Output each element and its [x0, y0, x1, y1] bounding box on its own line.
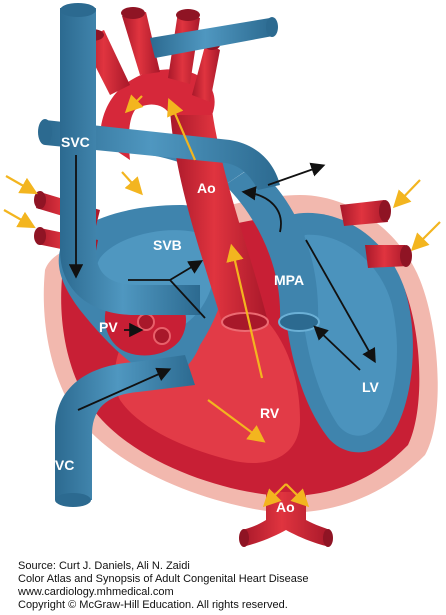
carotid-end: [121, 7, 145, 19]
credit-source: Source: Curt J. Daniels, Ali N. Zaidi: [18, 560, 190, 572]
subclavian-end: [176, 9, 200, 21]
label-ivc: IVC: [51, 457, 75, 473]
flow-arrow-rpv-lower: [414, 222, 440, 248]
inferior-vena-cava-end: [55, 493, 91, 507]
label-aorta-upper: Ao: [197, 180, 216, 196]
label-aorta-lower: Ao: [276, 499, 295, 515]
descending-aorta-end-right: [323, 529, 333, 547]
flow-arrow-lpv-upper: [6, 176, 34, 192]
right-pulmonary-vein-lower-end: [400, 245, 412, 267]
flow-arrow-rpv-upper: [396, 180, 420, 205]
pulmonary-artery-right-end: [38, 119, 52, 145]
label-svb: SVB: [153, 237, 182, 253]
flow-arrow-lpv-lower: [4, 210, 32, 226]
right-pulmonary-vein-upper-end: [379, 200, 391, 222]
credits-block: [18, 560, 438, 612]
left-pulmonary-vein-upper-end: [34, 191, 46, 209]
left-subclavian-branch: [192, 42, 220, 102]
innominate-vein-end: [266, 17, 278, 37]
pulmonary-valve: [279, 313, 319, 331]
pulmonary-vein-orifice-3: [138, 314, 154, 330]
flow-arrow-arch-down: [122, 172, 140, 192]
aortic-valve: [222, 313, 268, 331]
superior-vena-cava-top: [60, 3, 96, 17]
left-pulmonary-vein-lower-end: [34, 227, 46, 245]
credit-website: www.cardiology.mhmedical.com: [18, 586, 174, 598]
label-svc: SVC: [61, 134, 90, 150]
label-lv: LV: [362, 379, 379, 395]
credit-copyright: Copyright © McGraw-Hill Education. All rights reserved.: [18, 599, 288, 611]
label-pv: PV: [99, 319, 118, 335]
pulmonary-vein-orifice-4: [154, 328, 170, 344]
descending-aorta-end-left: [239, 529, 249, 547]
label-mpa: MPA: [274, 272, 305, 288]
credit-book: Color Atlas and Synopsis of Adult Congenital Heart Disease: [18, 573, 309, 585]
label-rv: RV: [260, 405, 280, 421]
